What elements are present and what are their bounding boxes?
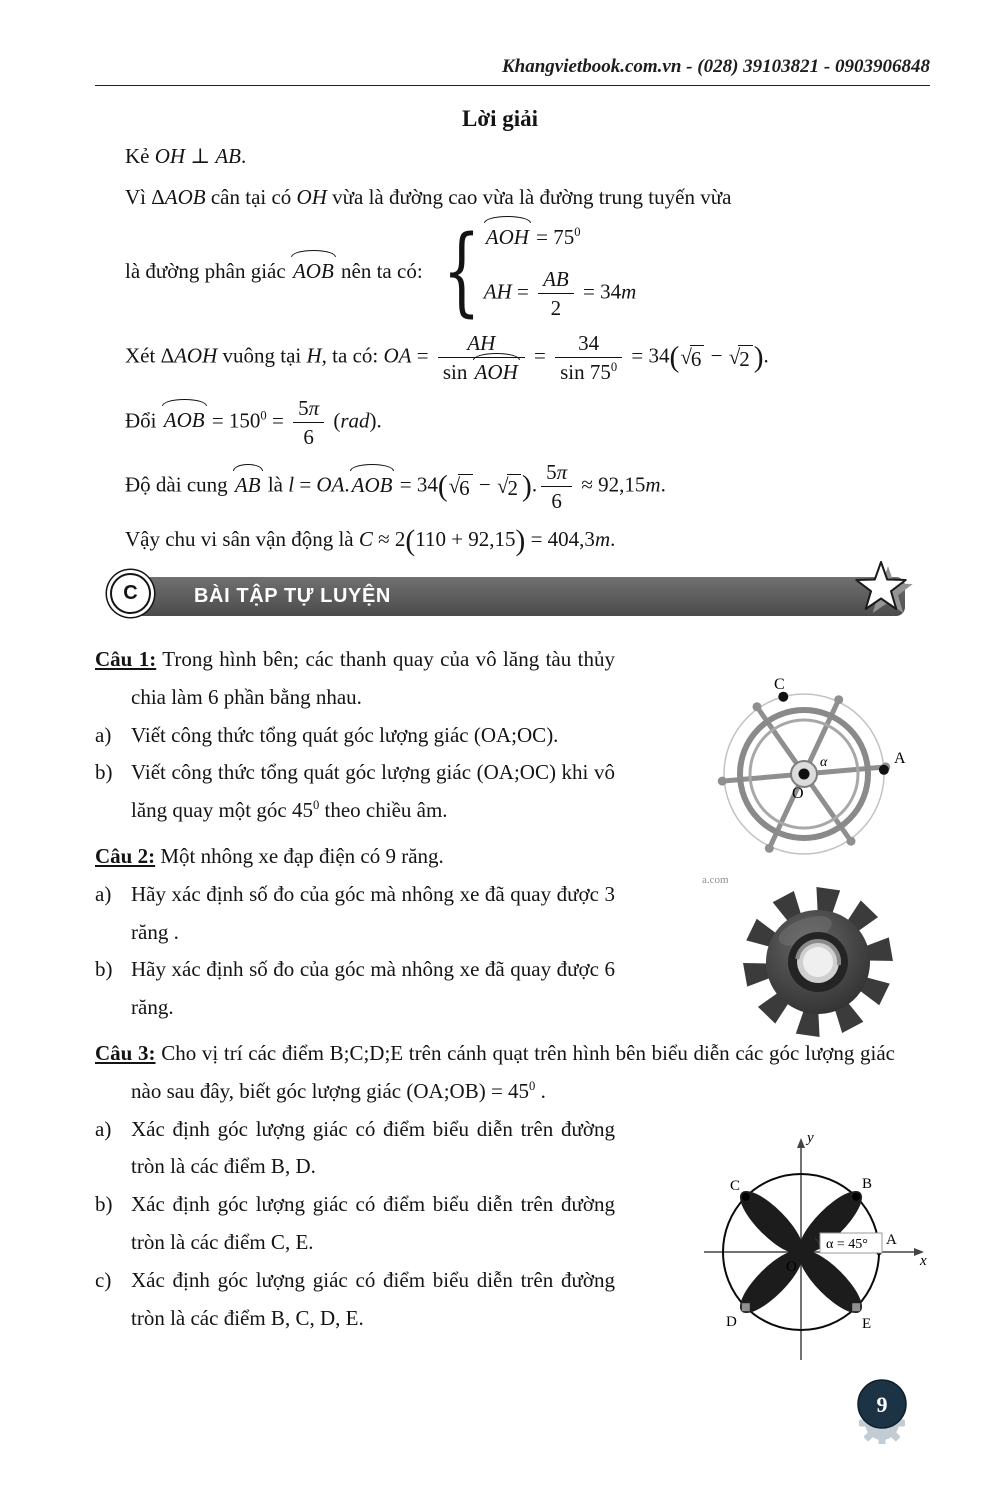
publisher-contact: Khangvietbook.com.vn - (028) 39103821 - 0903906848	[501, 56, 930, 77]
item-text: Viết công thức tổng quát góc lượng giác (OA;OC) khi vô lăng quay một góc $45^0$ theo chiều âm.	[131, 760, 615, 823]
item-text: Viết công thức tổng quát góc lượng giác (OA;OC).	[131, 722, 559, 747]
exercise-item	[95, 1262, 615, 1338]
point-C	[778, 692, 788, 702]
question-label: Câu 1:	[95, 647, 157, 671]
label-D: D	[726, 1314, 737, 1330]
point-B	[852, 1193, 860, 1201]
exercise-item	[95, 876, 615, 952]
watermark-text: a.com	[702, 874, 729, 886]
page-header	[95, 56, 930, 86]
item-text: Xác định góc lượng giác có điểm biểu diễn trên đường tròn là các điểm B, C, D, E.	[131, 1267, 615, 1330]
label-B: B	[862, 1176, 873, 1192]
steering-wheel-figure	[700, 676, 915, 874]
solution-title: Lời giải	[462, 106, 538, 131]
section-title-bar	[130, 577, 905, 616]
gear-body	[734, 878, 901, 1045]
label-O: O	[792, 785, 804, 802]
point-A	[879, 765, 889, 775]
fan-figure	[686, 1126, 934, 1372]
item-marker: c)	[95, 1267, 112, 1292]
solution-line: Độ dài cung AB là l = OA.AOB = 34( √ 6 − √ 2 ). $\frac{5\pi}{6}$ ≈ 92,15m.	[125, 460, 666, 514]
solution-line-system	[125, 214, 930, 327]
equation-system	[431, 214, 637, 327]
system-equations	[484, 222, 637, 321]
solution-line: Vậy chu vi sân vận động là C ≈ 2(110 + 92,15) = 404,3m.	[125, 524, 616, 557]
page-number-badge	[850, 1376, 914, 1450]
point-E	[852, 1303, 860, 1311]
exercise-intro	[95, 838, 615, 876]
question-text: Một nhông xe đạp điện có 9 răng.	[160, 843, 444, 868]
system-equation: AOH = $75^0$	[484, 222, 637, 254]
exercise-item	[95, 1186, 615, 1262]
label-alpha: α	[820, 755, 828, 770]
point-C	[742, 1193, 750, 1201]
exercise-item	[95, 1111, 615, 1187]
label-E: E	[862, 1316, 872, 1332]
gear-figure	[698, 870, 933, 1056]
item-marker: a)	[95, 1116, 112, 1141]
center-point-O	[799, 769, 810, 780]
point-D	[742, 1303, 750, 1311]
exercise-item	[95, 951, 615, 1027]
solution-line: Đổi AOB = $150^0$ = $\frac{5\pi}{6}$ (rad).	[125, 395, 382, 449]
solution-line: Kẻ OH ⊥ AB.	[125, 144, 247, 168]
question-label: Câu 2:	[95, 843, 156, 868]
item-text: Xác định góc lượng giác có điểm biểu diễn trên đường tròn là các điểm C, E.	[131, 1192, 615, 1254]
question-label: Câu 3:	[95, 1040, 156, 1065]
item-marker: b)	[95, 760, 113, 785]
question-text: Cho vị trí các điểm B;C;D;E trên cánh quạt trên hình bên biểu diễn các góc lượng giác nào sau đây, biết góc lượng giác (OA;OB) = $45^0$ .	[131, 1040, 895, 1103]
item-text: Hãy xác định số đo của góc mà nhông xe đã quay được 3 răng .	[131, 881, 615, 944]
question-text: Trong hình bên; các thanh quay của vô lăng tàu thủy chia làm 6 phần bằng nhau.	[131, 647, 615, 709]
exercise-item	[95, 754, 615, 830]
solution-line: là đường phân giác AOB nên ta có:	[125, 256, 423, 288]
label-A: A	[894, 750, 906, 767]
exercise-item	[95, 717, 615, 755]
y-axis-arrow	[797, 1138, 805, 1148]
label-O: O	[786, 1259, 797, 1275]
system-equation: AH = $\frac{AB}{2}$ = 34m	[483, 266, 637, 320]
section-letter-badge: C	[110, 573, 151, 614]
label-C: C	[774, 676, 785, 693]
label-y: y	[807, 1130, 814, 1146]
label-C: C	[730, 1178, 741, 1194]
section-banner	[110, 575, 905, 617]
item-marker: a)	[95, 722, 112, 747]
solution-line: Vì ΔAOB cân tại có OH vừa là đường cao vừa là đường trung tuyến vừa	[125, 184, 732, 209]
label-x: x	[920, 1253, 927, 1269]
page-number: 9	[876, 1392, 888, 1417]
label-A: A	[886, 1232, 897, 1248]
item-marker: b)	[95, 957, 113, 982]
solution-line: Xét ΔAOH vuông tại H, ta có: OA = $\frac{AH}{\text{sin AOH}}$ = $\frac{34}{\sin 75^0}$ = 34( √ 6 − √ 2 ).	[125, 331, 769, 385]
item-marker: a)	[95, 881, 112, 906]
item-text: Hãy xác định số đo của góc mà nhông xe đã quay được 6 răng.	[131, 957, 615, 1020]
solution-block	[125, 141, 930, 555]
label-angle: α = 45°	[826, 1237, 868, 1252]
item-text: Xác định góc lượng giác có điểm biểu diễn trên đường tròn là các điểm B, D.	[131, 1116, 615, 1179]
star-icon	[851, 558, 917, 624]
section-title: BÀI TẬP TỰ LUYỆN	[194, 585, 391, 607]
exercise-intro	[95, 641, 615, 717]
item-marker: b)	[95, 1192, 113, 1217]
system-brace: {	[442, 214, 481, 327]
